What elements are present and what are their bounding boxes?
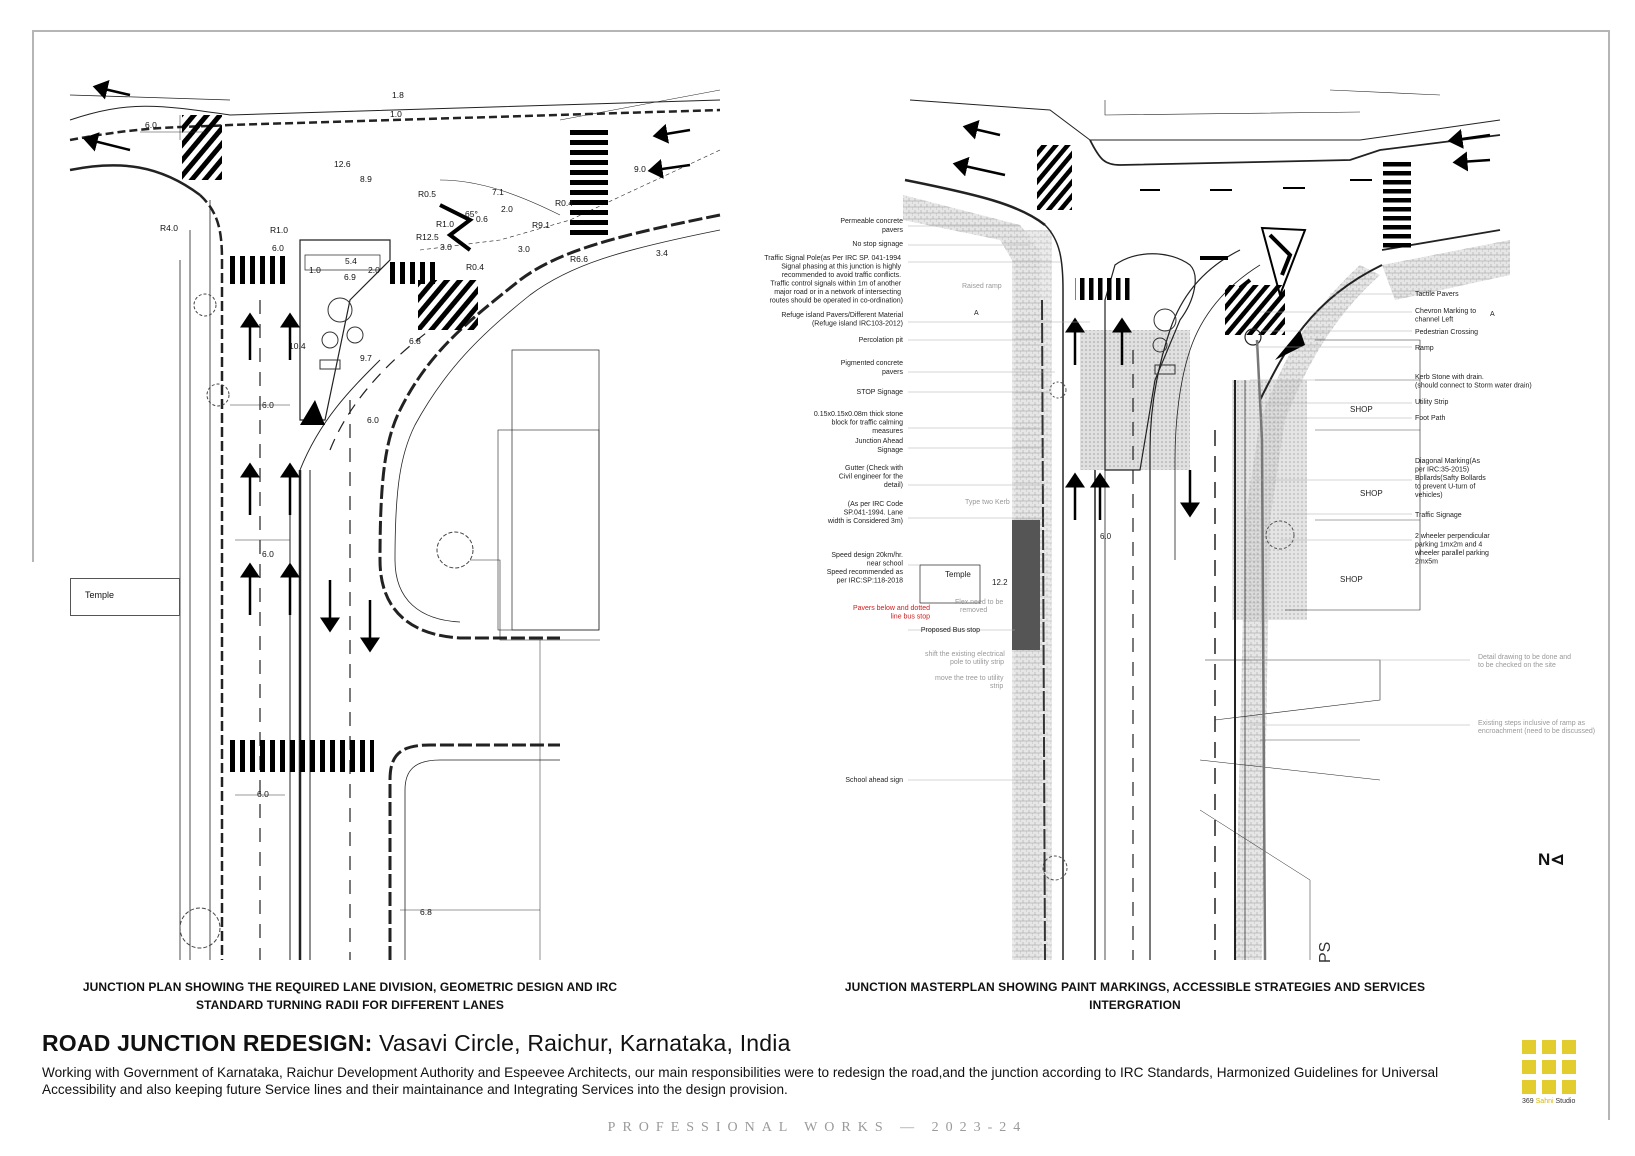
- right-plan-caption: JUNCTION MASTERPLAN SHOWING PAINT MARKINGS, ACCESSIBLE STRATEGIES AND SERVICES INTERGRATION: [844, 980, 1426, 1012]
- dim-label: 7.1: [492, 187, 504, 197]
- svg-text:Gutter (Check withCivil engine: Gutter (Check with Civil engineer for the detail): [838, 465, 903, 489]
- chevron-island: [1262, 228, 1305, 295]
- dim-label: 6.0: [367, 415, 379, 425]
- svg-text:Pedestrian Crossing: Pedestrian Crossing: [1415, 329, 1479, 336]
- svg-text:Percolation pit: Percolation pit: [858, 337, 903, 344]
- note-type-two-kerb: Type two Kerb: [965, 499, 1010, 506]
- note-shift-pole: shift the existing electrical pole to utility strip: [925, 651, 1005, 666]
- bus-stop-pavers: [1012, 520, 1040, 650]
- svg-text:Proposed Bus stop: Proposed Bus stop: [920, 627, 980, 634]
- dim-label: 5.4: [345, 256, 357, 266]
- dim-label: 6.8: [409, 336, 421, 346]
- temple-dim: 12.2: [992, 578, 1008, 587]
- svg-text:Chevron Marking tochannel Left: Chevron Marking to channel Left: [1415, 308, 1477, 324]
- svg-text:STOP Signage: STOP Signage: [856, 389, 903, 396]
- project-description: Working with Government of Karnataka, Raichur Development Authority and Espeevee Architects, our main responsibilities were to redesign the road,and the junction according to IRC Standards, Harmonized Guidelines for Universal Accessibility and also keeping future Service lines and their maintainance and Integrating Services into the design provision.: [42, 1065, 1439, 1097]
- dim-label: 9.7: [360, 353, 372, 363]
- left-notes: [764, 218, 980, 784]
- logo-grid-icon: [1522, 1040, 1582, 1094]
- right-notes: [1414, 291, 1532, 566]
- dim-label: 3.0: [518, 244, 530, 254]
- dim-label: 6.0: [272, 243, 284, 253]
- svg-text:Speed design 20km/hr.near scho: Speed design 20km/hr. near school Speed recommended as per IRC:SP:118-2018: [826, 552, 903, 585]
- shop-label: SHOP: [1350, 405, 1373, 414]
- temple-label: Temple: [85, 590, 115, 600]
- dim-label: R0.5: [418, 189, 436, 199]
- note-flex: Flex need to be removed: [955, 599, 1004, 614]
- dim-label: 6.0: [262, 549, 274, 559]
- zebra-crossing-se: [1225, 285, 1285, 335]
- dim-label: 1.0: [390, 109, 402, 119]
- note-existing-steps: Existing steps inclusive of ramp as encroachment (need to be discussed): [1478, 720, 1596, 735]
- dim-label: 3.0: [440, 242, 452, 252]
- left-plan-caption: JUNCTION PLAN SHOWING THE REQUIRED LANE DIVISION, GEOMETRIC DESIGN AND IRC STANDARD TURNING RADII FOR DIFFERENT LANES: [82, 980, 618, 1012]
- zebra-crossing-ne: [1383, 160, 1411, 250]
- svg-text:(As per IRC CodeSP.041-1994. L: (As per IRC Code SP.041-1994. Lane width is Considered 3m): [827, 501, 903, 525]
- page-title: ROAD JUNCTION REDESIGN: Vasavi Circle, Raichur, Karnataka, India: [42, 1030, 791, 1056]
- dim-label: R0.4: [466, 262, 484, 272]
- svg-text:School ahead sign: School ahead sign: [845, 777, 903, 784]
- svg-text:Refuge island Pavers/Different: Refuge island Pavers/Different Material (Refuge island IRC103-2012): [781, 312, 903, 328]
- dim-label: 2.0: [501, 204, 513, 214]
- studio-logo: [1522, 1040, 1582, 1105]
- dim-label: 6.0: [145, 120, 157, 130]
- temple-label: Temple: [945, 570, 971, 579]
- zebra-crossing-nw: [1037, 145, 1072, 210]
- dim-label: 10.4: [289, 341, 306, 351]
- dim-label: 9.0: [634, 164, 646, 174]
- svg-text:Ramp: Ramp: [1415, 345, 1434, 352]
- svg-text:Traffic Signal Pole(as Per IRC: Traffic Signal Pole(as Per IRC SP. 041-1994 Signal phasing at this junction is highly recommended to avoid traffic conflicts. Traffic control signals within 1m of another major road or in a network of intersecting routes should be operated in co-ordination): [764, 255, 903, 305]
- svg-text:Foot Path: Foot Path: [1415, 415, 1446, 422]
- note-move-tree: move the tree to utility strip: [935, 675, 1004, 690]
- svg-text:Junction AheadSignage: Junction Ahead Signage: [855, 438, 903, 454]
- marker-a: A: [974, 310, 979, 317]
- svg-text:Diagonal Marking(As per: Diagonal Marking(As per IRC:35-2015) Bollards(Safty Bollards to prevent U-turn of vehicles): [1415, 458, 1486, 499]
- dim-label: 2.0: [368, 265, 380, 275]
- shop-label: SHOP: [1340, 575, 1363, 584]
- shop-label: SHOP: [1360, 489, 1383, 498]
- dim-label: 1.8: [392, 90, 404, 100]
- footer-text: PROFESSIONAL WORKS — 2023-24: [607, 1120, 1028, 1135]
- svg-text:Utility Strip: Utility Strip: [1415, 399, 1449, 406]
- dim-label: 6.0: [257, 789, 269, 799]
- svg-text:No stop signage: No stop signage: [852, 241, 903, 248]
- dim-label: 12.6: [334, 159, 351, 169]
- dim-label: 1.0: [309, 265, 321, 275]
- dim-label: 6.8: [420, 907, 432, 917]
- svg-text:Pigmented concretepavers: Pigmented concrete pavers: [840, 360, 903, 376]
- dim-label: 6.0: [262, 400, 274, 410]
- svg-text:Traffic Signage: Traffic Signage: [1415, 512, 1462, 519]
- dim-label: R12.5: [416, 232, 439, 242]
- dim-label: 8.9: [360, 174, 372, 184]
- dim-label: 65°: [465, 209, 478, 219]
- dim-label: R1.0: [270, 225, 288, 235]
- svg-text:Permeable concretepavers: Permeable concrete pavers: [840, 218, 903, 234]
- note-raised-ramp: Raised ramp: [962, 283, 1002, 290]
- dim-label: R4.0: [160, 223, 178, 233]
- svg-text:0.15x0.15x0.08m thick stoneblo: 0.15x0.15x0.08m thick stone block for traffic calming measures: [813, 411, 903, 435]
- dim-label: R9.1: [532, 220, 550, 230]
- ps-label: PS: [1317, 941, 1334, 963]
- dim-label: R6.6: [570, 254, 588, 264]
- lane-dim: 6.0: [1100, 532, 1112, 541]
- zebra-crossing-w: [1075, 278, 1130, 300]
- svg-text:Pavers below and dottedline bu: Pavers below and dotted line bus stop: [852, 605, 930, 621]
- svg-text:2 wheeler perpendicular: 2 wheeler perpendicular parking 1mx2m and 4 wheeler parallel parking 2mx5m: [1415, 533, 1490, 566]
- dim-label: 0.6: [476, 214, 488, 224]
- dim-label: 3.4: [656, 248, 668, 258]
- dim-label: R0.4: [555, 198, 573, 208]
- dim-label: R1.0: [436, 219, 454, 229]
- marker-a: A: [1490, 311, 1495, 318]
- svg-text:Tactile Pavers: Tactile Pavers: [1415, 291, 1459, 298]
- note-detail-drawing: Detail drawing to be done and to be checked on the site: [1478, 654, 1572, 669]
- pigmented-pavers: [1080, 330, 1190, 470]
- svg-text:Kerb Stone with drain.(should: Kerb Stone with drain. (should connect to Storm water drain): [1415, 374, 1532, 390]
- north-arrow: N⊲: [1538, 850, 1565, 869]
- logo-text: 369 Sahni Studio: [1522, 1098, 1576, 1105]
- dim-label: 6.9: [344, 272, 356, 282]
